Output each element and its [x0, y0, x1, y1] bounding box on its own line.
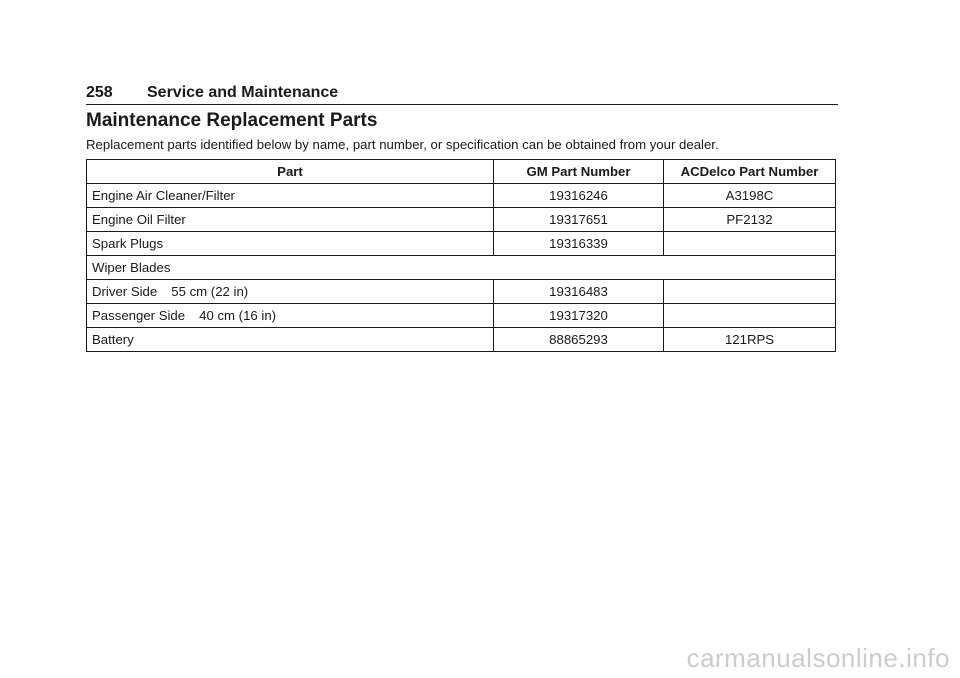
table-row [87, 304, 836, 328]
table-header-row [87, 160, 836, 184]
part-spec: 55 cm (22 in) [171, 284, 249, 299]
part-name: Spark Plugs [87, 232, 494, 256]
acdelco-part-number [664, 304, 836, 328]
table-row [87, 184, 836, 208]
column-header-part: Part [87, 160, 494, 184]
table-row [87, 232, 836, 256]
gm-part-number: 19316339 [494, 232, 664, 256]
part-spec: 40 cm (16 in) [199, 308, 277, 323]
gm-part-number: 19317320 [494, 304, 664, 328]
acdelco-part-number: 121RPS [664, 328, 836, 352]
gm-part-number: 19316246 [494, 184, 664, 208]
part-name: Passenger Side [92, 308, 186, 323]
gm-part-number: 88865293 [494, 328, 664, 352]
gm-part-number: 19316483 [494, 280, 664, 304]
page-title: Maintenance Replacement Parts [86, 110, 378, 131]
page-number: 258 [86, 84, 113, 101]
table-row [87, 328, 836, 352]
table-row [87, 280, 836, 304]
table-row-group-header [87, 256, 836, 280]
part-name: Driver Side [92, 284, 158, 299]
page-header [86, 84, 838, 105]
sub-part-cell [87, 304, 494, 328]
watermark: carmanualsonline.info [686, 643, 950, 673]
part-name: Engine Oil Filter [87, 208, 494, 232]
part-name: Engine Air Cleaner/Filter [87, 184, 494, 208]
acdelco-part-number: A3198C [664, 184, 836, 208]
section-title: Service and Maintenance [147, 84, 339, 101]
table-row [87, 208, 836, 232]
replacement-parts-table [86, 159, 836, 352]
acdelco-part-number [664, 280, 836, 304]
part-group-name: Wiper Blades [87, 256, 836, 280]
part-name: Battery [87, 328, 494, 352]
acdelco-part-number: PF2132 [664, 208, 836, 232]
column-header-gm-part-number: GM Part Number [494, 160, 664, 184]
gm-part-number: 19317651 [494, 208, 664, 232]
column-header-acdelco-part-number: ACDelco Part Number [664, 160, 836, 184]
intro-text: Replacement parts identified below by name, part number, or specification can be obtained from your dealer. [86, 137, 719, 152]
acdelco-part-number [664, 232, 836, 256]
sub-part-cell [87, 280, 494, 304]
